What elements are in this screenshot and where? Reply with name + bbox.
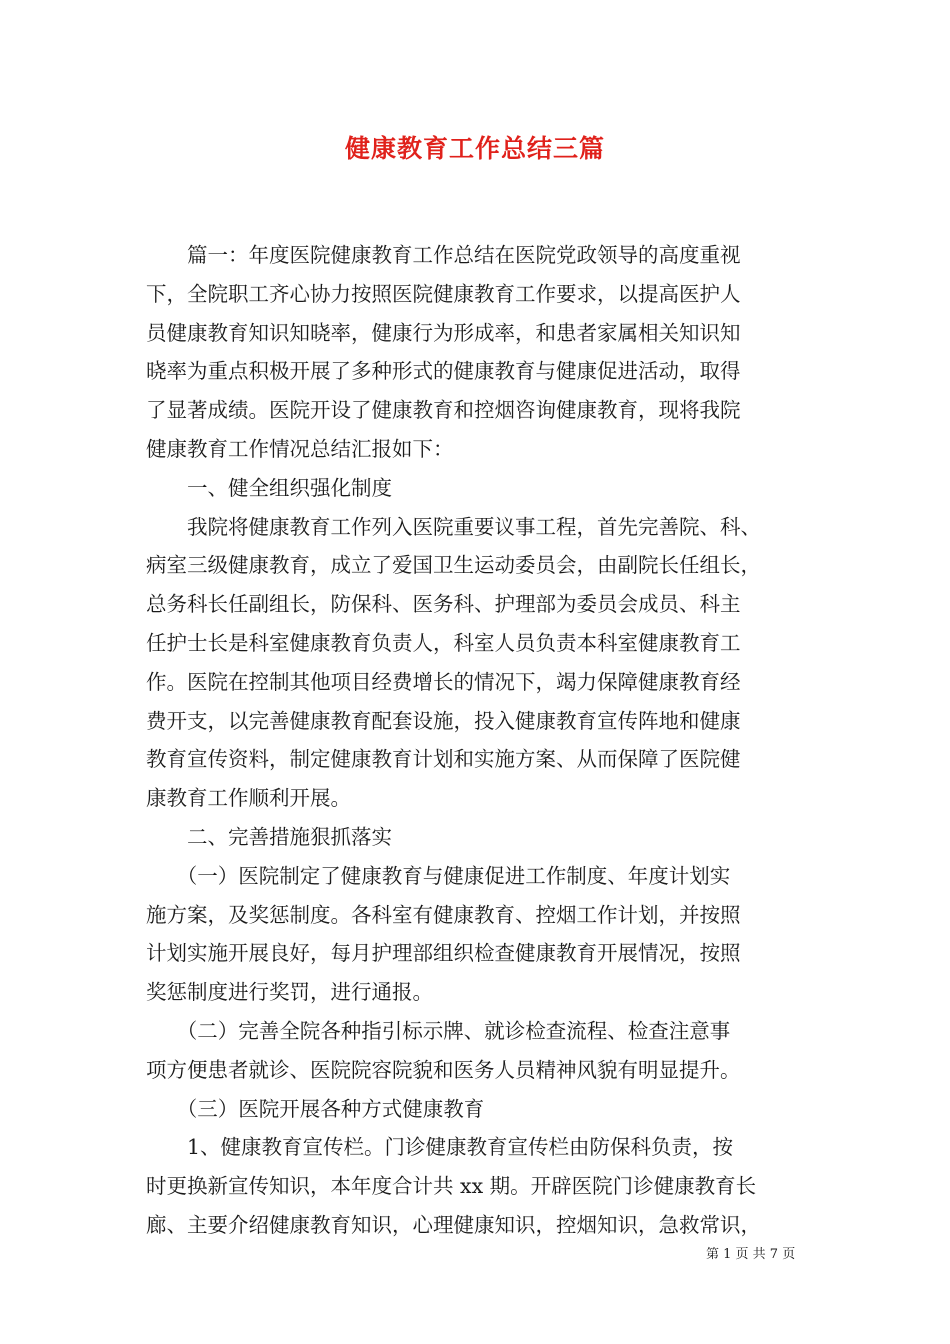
document-body: [146, 236, 808, 1245]
paragraph-line: 篇一：年度医院健康教育工作总结在医院党政领导的高度重视: [146, 243, 741, 267]
paragraph-line: 教育宣传资料，制定健康教育计划和实施方案、从而保障了医院健: [146, 747, 741, 772]
paragraph-line: 健康教育工作情况总结汇报如下：: [146, 436, 454, 461]
paragraph-line: 康教育工作顺利开展。: [146, 786, 351, 811]
paragraph-line: 总务科长任副组长，防保科、医务科、护理部为委员会成员、科主: [146, 592, 741, 617]
paragraph-line: 任护士长是科室健康教育负责人，科室人员负责本科室健康教育工: [146, 630, 741, 655]
page-number: 第 1 页 共 7 页: [706, 1247, 796, 1262]
paragraph-line: 下，全院职工齐心协力按照医院健康教育工作要求，以提高医护人: [146, 281, 741, 306]
section-heading: 二、完善措施狠抓落实: [146, 824, 392, 849]
paragraph-line: （二）完善全院各种指引标示牌、就诊检查流程、检查注意事: [146, 1018, 731, 1043]
paragraph-line: 病室三级健康教育，成立了爱国卫生运动委员会，由副院长任组长，: [146, 553, 761, 578]
paragraph-line: 项方便患者就诊、医院院容院貌和医务人员精神风貌有明显提升。: [146, 1057, 741, 1082]
paragraph-line: 时更换新宣传知识，本年度合计共 xx 期。开辟医院门诊健康教育长: [146, 1174, 757, 1199]
subsection-heading: （三）医院开展各种方式健康教育: [146, 1096, 485, 1121]
paragraph-line: 作。医院在控制其他项目经费增长的情况下，竭力保障健康教育经: [146, 669, 741, 694]
paragraph-line: 费开支，以完善健康教育配套设施，投入健康教育宣传阵地和健康: [146, 708, 741, 733]
paragraph-line: 廊、主要介绍健康教育知识，心理健康知识，控烟知识，急救常识，: [146, 1212, 761, 1237]
paragraph-line: 奖惩制度进行奖罚，进行通报。: [146, 980, 433, 1005]
document-title: 健康教育工作总结三篇: [344, 134, 605, 163]
paragraph-line: 1、健康教育宣传栏。门诊健康教育宣传栏由防保科负责，按: [146, 1135, 734, 1160]
paragraph-line: 我院将健康教育工作列入医院重要议事工程，首先完善院、科、: [146, 514, 761, 539]
section-heading: 一、健全组织强化制度: [146, 475, 392, 500]
paragraph-line: （一）医院制定了健康教育与健康促进工作制度、年度计划实: [146, 863, 731, 888]
paragraph-line: 施方案，及奖惩制度。各科室有健康教育、控烟工作计划，并按照: [146, 902, 741, 927]
paragraph-line: 晓率为重点积极开展了多种形式的健康教育与健康促进活动，取得: [146, 359, 741, 384]
paragraph-line: 了显著成绩。医院开设了健康教育和控烟咨询健康教育，现将我院: [146, 398, 741, 423]
paragraph-line: 计划实施开展良好，每月护理部组织检查健康教育开展情况，按照: [146, 941, 741, 966]
paragraph-line: 员健康教育知识知晓率，健康行为形成率，和患者家属相关知识知: [146, 320, 741, 345]
